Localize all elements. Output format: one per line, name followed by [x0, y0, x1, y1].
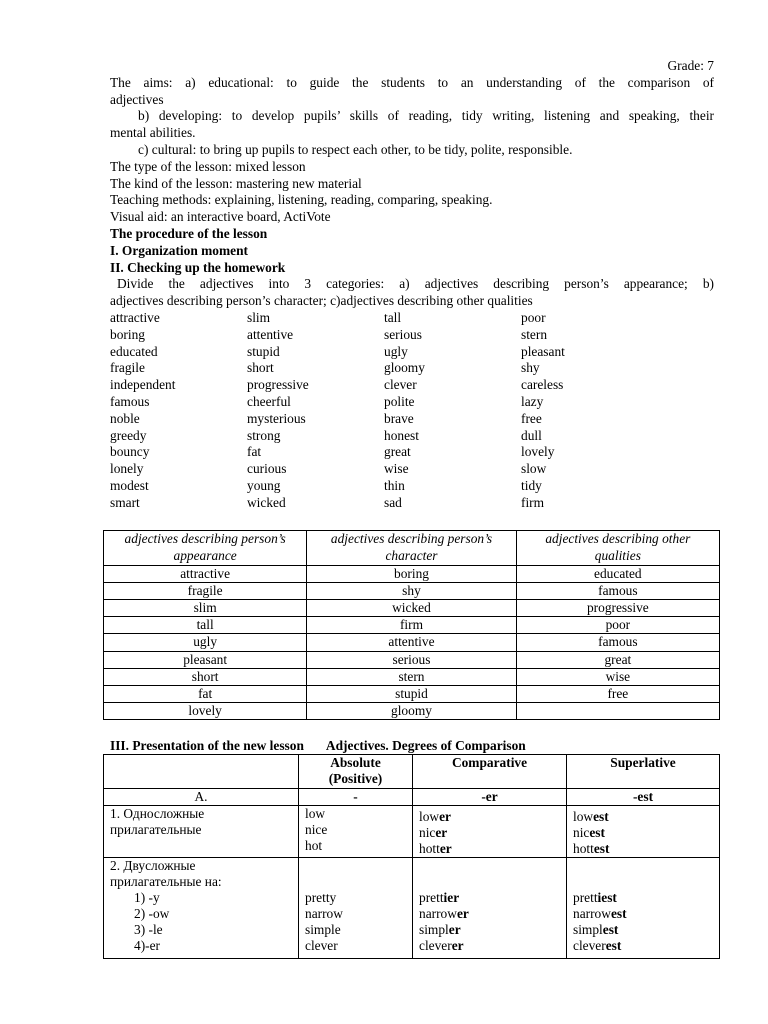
word-form: nice [305, 822, 328, 837]
word-item: modest [110, 477, 149, 493]
word-item: thin [384, 477, 405, 493]
word-item: polite [384, 393, 415, 409]
category-header-other: adjectives describing other qualities [516, 531, 719, 566]
section-2-title: II. Checking up the homework [110, 259, 286, 275]
word-item: famous [110, 393, 150, 409]
procedure-title: The procedure of the lesson [110, 225, 268, 241]
word-item: great [384, 444, 411, 460]
table-row [104, 703, 720, 720]
row1-label: 1. Односложные прилагательные [104, 806, 299, 858]
word-item: honest [384, 427, 419, 443]
word-form: lower [419, 809, 451, 824]
section-3-title: III. Presentation of the new lesson [110, 738, 304, 753]
category-header-character: adjectives describing person’s character [307, 531, 516, 566]
lesson-plan [110, 58, 714, 512]
degrees-header-comparative: Comparative [413, 755, 567, 789]
word-item: pleasant [521, 343, 565, 359]
word-form: lowest [573, 809, 609, 824]
table-cell: stupid [307, 685, 516, 702]
table-cell: attentive [307, 634, 516, 651]
word-form: cleverest [573, 938, 622, 953]
word-item: independent [110, 377, 176, 393]
table-row [104, 599, 720, 616]
teaching-methods: Teaching methods: explaining, listening, reading, comparing, speaking. [110, 192, 493, 208]
degrees-table [103, 754, 720, 959]
table-cell: ugly [104, 634, 307, 651]
aim-developing: b) developing: to develop pupils’ skills of reading, tidy writing, listening and speaking, their [138, 108, 714, 124]
word-form: prettiest [573, 890, 617, 905]
word-item: short [247, 360, 274, 376]
aim-cultural: c) cultural: to bring up pupils to respect each other, to be tidy, polite, responsible. [138, 141, 573, 157]
word-item: noble [110, 410, 140, 426]
table-cell: fat [104, 685, 307, 702]
table-cell: stern [307, 668, 516, 685]
marker-label: A. [104, 789, 299, 806]
row1-positive [299, 806, 413, 858]
word-form: hottest [573, 841, 610, 856]
table-cell: free [516, 685, 719, 702]
degrees-header-empty [104, 755, 299, 789]
word-form: hotter [419, 841, 452, 856]
word-item: greedy [110, 427, 147, 443]
table-row [104, 634, 720, 651]
word-item: cheerful [247, 393, 291, 409]
word-form: low [305, 806, 326, 821]
aim-developing-cont: mental abilities. [110, 125, 196, 141]
row2-label: 2. Двусложные прилагательные на: 1) -y 2) -ow 3) -le 4)-er [104, 858, 299, 959]
table-row [104, 582, 720, 599]
word-item: young [247, 477, 281, 493]
word-item: boring [110, 326, 145, 342]
table-cell: great [516, 651, 719, 668]
category-header-appearance: adjectives describing person’s appearance [104, 531, 307, 566]
word-form: simple [305, 922, 341, 937]
word-form: prettier [419, 890, 460, 905]
word-item: stupid [247, 343, 280, 359]
word-item: tall [384, 309, 402, 325]
table-cell: pleasant [104, 651, 307, 668]
table-cell: tall [104, 617, 307, 634]
table-cell: lovely [104, 703, 307, 720]
degrees-header-superlative: Superlative [567, 755, 720, 789]
table-cell: wicked [307, 599, 516, 616]
word-item: slim [247, 309, 271, 325]
table-row [104, 617, 720, 634]
word-item: stern [521, 326, 548, 342]
word-form: cleverer [419, 938, 464, 953]
table-cell: progressive [516, 599, 719, 616]
word-item: attentive [247, 326, 294, 342]
marker-comparative: -er [413, 789, 567, 806]
word-item: brave [384, 410, 414, 426]
row1-superlative [567, 806, 720, 858]
word-item: free [521, 410, 542, 426]
word-item: mysterious [247, 410, 306, 426]
word-form: narrower [419, 906, 469, 921]
section-1-title: I. Organization moment [110, 242, 248, 258]
table-cell: attractive [104, 565, 307, 582]
table-cell: short [104, 668, 307, 685]
table-cell: firm [307, 617, 516, 634]
category-table [103, 530, 720, 720]
word-form: clever [305, 938, 338, 953]
table-cell: poor [516, 617, 719, 634]
word-item: poor [521, 309, 546, 325]
word-form: 4)-er [134, 938, 161, 953]
word-item: educated [110, 343, 158, 359]
table-row [104, 668, 720, 685]
row2-superlative [567, 858, 720, 959]
homework-task: Divide the adjectives into 3 categories: a) adjectives describing person’s appearance; b) [117, 276, 714, 292]
word-item: lonely [110, 461, 144, 477]
table-cell: wise [516, 668, 719, 685]
word-item: fragile [110, 360, 145, 376]
word-item: fat [247, 444, 262, 460]
table-row [104, 685, 720, 702]
section-3-subtitle: Adjectives. Degrees of Comparison [325, 738, 526, 753]
table-cell [516, 703, 719, 720]
word-item: lazy [521, 393, 544, 409]
word-item: shy [521, 360, 540, 376]
table-cell: gloomy [307, 703, 516, 720]
table-row [104, 565, 720, 582]
word-item: progressive [247, 377, 309, 393]
word-item: ugly [384, 343, 408, 359]
grade-label: Grade: 7 [667, 58, 714, 73]
aim-educational-cont: adjectives [110, 91, 164, 107]
table-cell: boring [307, 565, 516, 582]
marker-positive: - [299, 789, 413, 806]
table-cell: slim [104, 599, 307, 616]
word-form: 3) -le [134, 922, 163, 937]
word-item: dull [521, 427, 542, 443]
word-item: wicked [247, 494, 286, 510]
lesson-type: The type of the lesson: mixed lesson [110, 158, 306, 174]
word-item: slow [521, 461, 547, 477]
table-row [104, 651, 720, 668]
word-form: nicer [419, 825, 448, 840]
word-item: strong [247, 427, 281, 443]
word-form: nicest [573, 825, 605, 840]
word-form: pretty [305, 890, 337, 905]
table-cell: serious [307, 651, 516, 668]
visual-aid: Visual aid: an interactive board, ActiVote [110, 209, 331, 225]
word-item: firm [521, 494, 545, 510]
lesson-kind: The kind of the lesson: mastering new material [110, 175, 362, 191]
degrees-header-positive: Absolute (Positive) [299, 755, 413, 789]
word-form: simpler [419, 922, 461, 937]
word-item: tidy [521, 477, 542, 493]
row2-positive [299, 858, 413, 959]
row1-comparative [413, 806, 567, 858]
homework-task-cont: adjectives describing person’s character; c)adjectives describing other qualities [110, 293, 533, 309]
section-3-heading [110, 738, 526, 754]
word-item: careless [521, 377, 564, 393]
word-item: gloomy [384, 360, 425, 376]
table-cell: shy [307, 582, 516, 599]
word-item: bouncy [110, 444, 150, 460]
word-item: lovely [521, 444, 555, 460]
word-item: attractive [110, 309, 160, 325]
word-item: sad [384, 494, 402, 510]
table-cell: famous [516, 582, 719, 599]
word-item: smart [110, 494, 140, 510]
word-form: narrowest [573, 906, 627, 921]
word-item: wise [384, 461, 409, 477]
word-form: 1) -y [134, 890, 160, 905]
word-form: 2) -ow [134, 906, 170, 921]
adjective-word-list [110, 310, 714, 512]
table-cell: educated [516, 565, 719, 582]
word-form: narrow [305, 906, 343, 921]
table-cell: fragile [104, 582, 307, 599]
aim-educational: The aims: a) educational: to guide the students to an understanding of the comparison of [110, 74, 714, 90]
table-cell: famous [516, 634, 719, 651]
word-form: hot [305, 838, 323, 853]
word-item: curious [247, 461, 287, 477]
word-item: clever [384, 377, 417, 393]
row2-comparative [413, 858, 567, 959]
word-item: serious [384, 326, 422, 342]
marker-superlative: -est [567, 789, 720, 806]
word-form: simplest [573, 922, 619, 937]
